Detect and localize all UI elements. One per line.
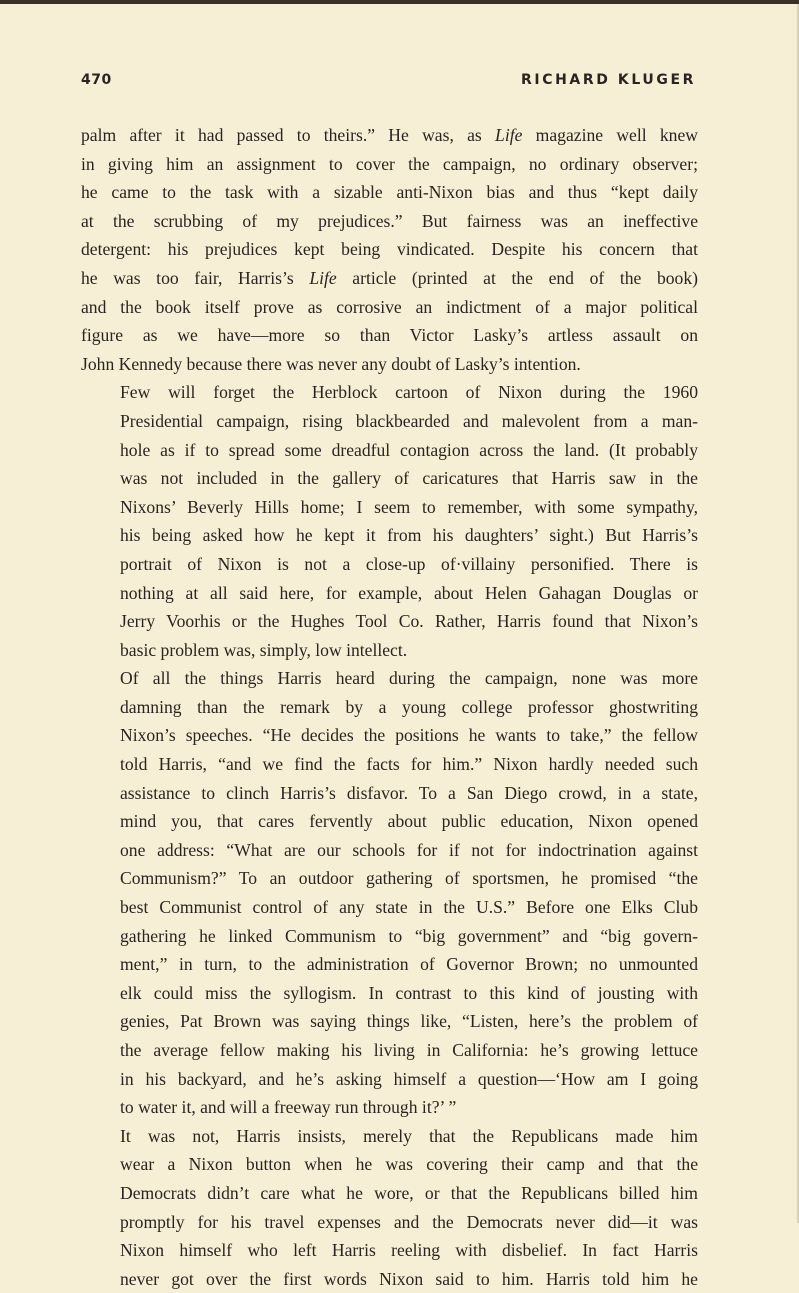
text-run: and the book itself prove as corrosive an indictment of a major political <box>81 296 698 317</box>
text-line <box>81 779 698 808</box>
text-line <box>81 721 698 750</box>
text-run: Of all the things Harris heard during the campaign, none was more <box>120 668 698 689</box>
text-line <box>81 207 698 236</box>
body-text <box>81 121 698 1293</box>
text-line <box>81 693 698 722</box>
text-line <box>81 922 698 951</box>
text-run: portrait of Nixon is not a close-up of·villainy personified. There is <box>120 553 698 574</box>
text-run: Nixons’ Beverly Hills home; I seem to remember, with some sympathy, <box>120 496 698 517</box>
text-line <box>81 1150 698 1179</box>
text-run: wear a Nixon button when he was covering their camp and that the <box>120 1154 698 1175</box>
text-run: never got over the first words Nixon said to him. Harris told him he <box>120 1268 698 1289</box>
text-run: to water it, and will a freeway run through it?’ ” <box>120 1097 457 1118</box>
text-run: elk could miss the syllogism. In contrast to this kind of jousting with <box>120 982 698 1003</box>
text-run: damning than the remark by a young college professor ghostwriting <box>120 696 698 717</box>
text-line <box>81 1122 698 1151</box>
text-line <box>81 864 698 893</box>
paragraph <box>81 1122 698 1293</box>
text-line <box>81 321 698 350</box>
text-run: gathering he linked Communism to “big government” and “big govern- <box>120 925 698 946</box>
paragraph <box>81 378 698 664</box>
text-run: basic problem was, simply, low intellect. <box>120 639 408 660</box>
text-run: he came to the task with a sizable anti-Nixon bias and thus “kept daily <box>81 182 698 203</box>
paragraph <box>81 664 698 1122</box>
text-line <box>81 150 698 179</box>
text-line <box>81 1065 698 1094</box>
text-run: genies, Pat Brown was saying things like, “Listen, here’s the problem of <box>120 1011 698 1032</box>
text-line <box>81 893 698 922</box>
text-run: he was too fair, Harris’s <box>81 267 310 288</box>
text-run: Democrats didn’t care what he wore, or that the Republicans billed him <box>120 1182 698 1203</box>
text-run: John Kennedy because there was never any doubt of Lasky’s intention. <box>81 353 581 374</box>
text-line <box>81 836 698 865</box>
text-run: mind you, that cares fervently about public education, Nixon opened <box>120 811 698 832</box>
text-line <box>81 235 698 264</box>
text-line <box>81 636 698 665</box>
text-run: in giving him an assignment to cover the campaign, no ordinary observer; <box>81 153 698 174</box>
text-run: at the scrubbing of my prejudices.” But fairness was an ineffective <box>81 210 698 231</box>
text-run: in his backyard, and he’s asking himself a question—‘How am I going <box>120 1068 698 1089</box>
text-run: ment,” in turn, to the administration of Governor Brown; no unmounted <box>120 954 698 975</box>
text-line <box>81 807 698 836</box>
top-edge-rule <box>0 0 799 4</box>
text-run: Communism?” To an outdoor gathering of sportsmen, he promised “the <box>120 868 698 889</box>
text-line <box>81 750 698 779</box>
text-line <box>81 979 698 1008</box>
text-line <box>81 378 698 407</box>
text-run: detergent: his prejudices kept being vindicated. Despite his concern that <box>81 239 698 260</box>
text-run: nothing at all said here, for example, about Helen Gahagan Douglas or <box>120 582 698 603</box>
text-line <box>81 550 698 579</box>
text-run: It was not, Harris insists, merely that the Republicans made him <box>120 1125 698 1146</box>
page-number: 470 <box>81 72 112 88</box>
text-line <box>81 950 698 979</box>
text-line <box>81 178 698 207</box>
text-line <box>81 521 698 550</box>
text-line <box>81 1007 698 1036</box>
text-run: magazine well knew <box>522 125 698 145</box>
text-line <box>81 1208 698 1237</box>
text-run: the average fellow making his living in California: he’s growing lettuce <box>120 1040 698 1060</box>
text-run: article (printed at the end of the book) <box>336 267 698 288</box>
text-line <box>81 350 698 379</box>
text-line <box>81 436 698 465</box>
text-run: Jerry Voorhis or the Hughes Tool Co. Rather, Harris found that Nixon’s <box>120 611 698 632</box>
text-line <box>81 293 698 322</box>
text-line <box>81 664 698 693</box>
text-run: figure as we have—more so than Victor Lasky’s artless assault on <box>81 325 698 346</box>
text-run: told Harris, “and we find the facts for him.” Nixon hardly needed such <box>120 754 698 775</box>
text-run: palm after it had passed to theirs.” He was, as <box>81 125 496 145</box>
text-line <box>81 579 698 608</box>
text-run: hole as if to spread some dreadful contagion across the land. (It probably <box>120 439 698 460</box>
text-run: Presidential campaign, rising blackbearded and malevolent from a man- <box>120 410 698 431</box>
text-line <box>81 1236 698 1265</box>
text-line <box>81 464 698 493</box>
text-run: Nixon’s speeches. “He decides the positions he wants to take,” the fellow <box>120 725 698 746</box>
text-line <box>81 1093 698 1122</box>
text-run: best Communist control of any state in the U.S.” Before one Elks Club <box>120 897 698 918</box>
text-line <box>81 264 698 293</box>
text-run: one address: “What are our schools for if not for indoctrination against <box>120 839 698 860</box>
running-head: RICHARD KLUGER <box>521 72 696 88</box>
text-run: assistance to clinch Harris’s disfavor. To a San Diego crowd, in a state, <box>120 782 698 803</box>
text-line <box>81 1179 698 1208</box>
text-line <box>81 407 698 436</box>
text-line <box>81 1265 698 1293</box>
text-line <box>81 493 698 522</box>
paragraph <box>81 121 698 378</box>
text-run: his being asked how he kept it from his daughters’ sight.) But Harris’s <box>120 525 698 546</box>
text-run: Nixon himself who left Harris reeling with disbelief. In fact Harris <box>120 1240 698 1261</box>
italic-text: Life <box>495 125 523 145</box>
text-line <box>81 607 698 636</box>
text-run: Few will forget the Herblock cartoon of Nixon during the 1960 <box>120 382 698 403</box>
text-line <box>81 121 698 150</box>
italic-text: Life <box>309 267 337 288</box>
text-run: was not included in the gallery of caricatures that Harris saw in the <box>120 468 698 489</box>
text-line <box>81 1036 698 1065</box>
text-run: promptly for his travel expenses and the Democrats never did—it was <box>120 1211 698 1232</box>
